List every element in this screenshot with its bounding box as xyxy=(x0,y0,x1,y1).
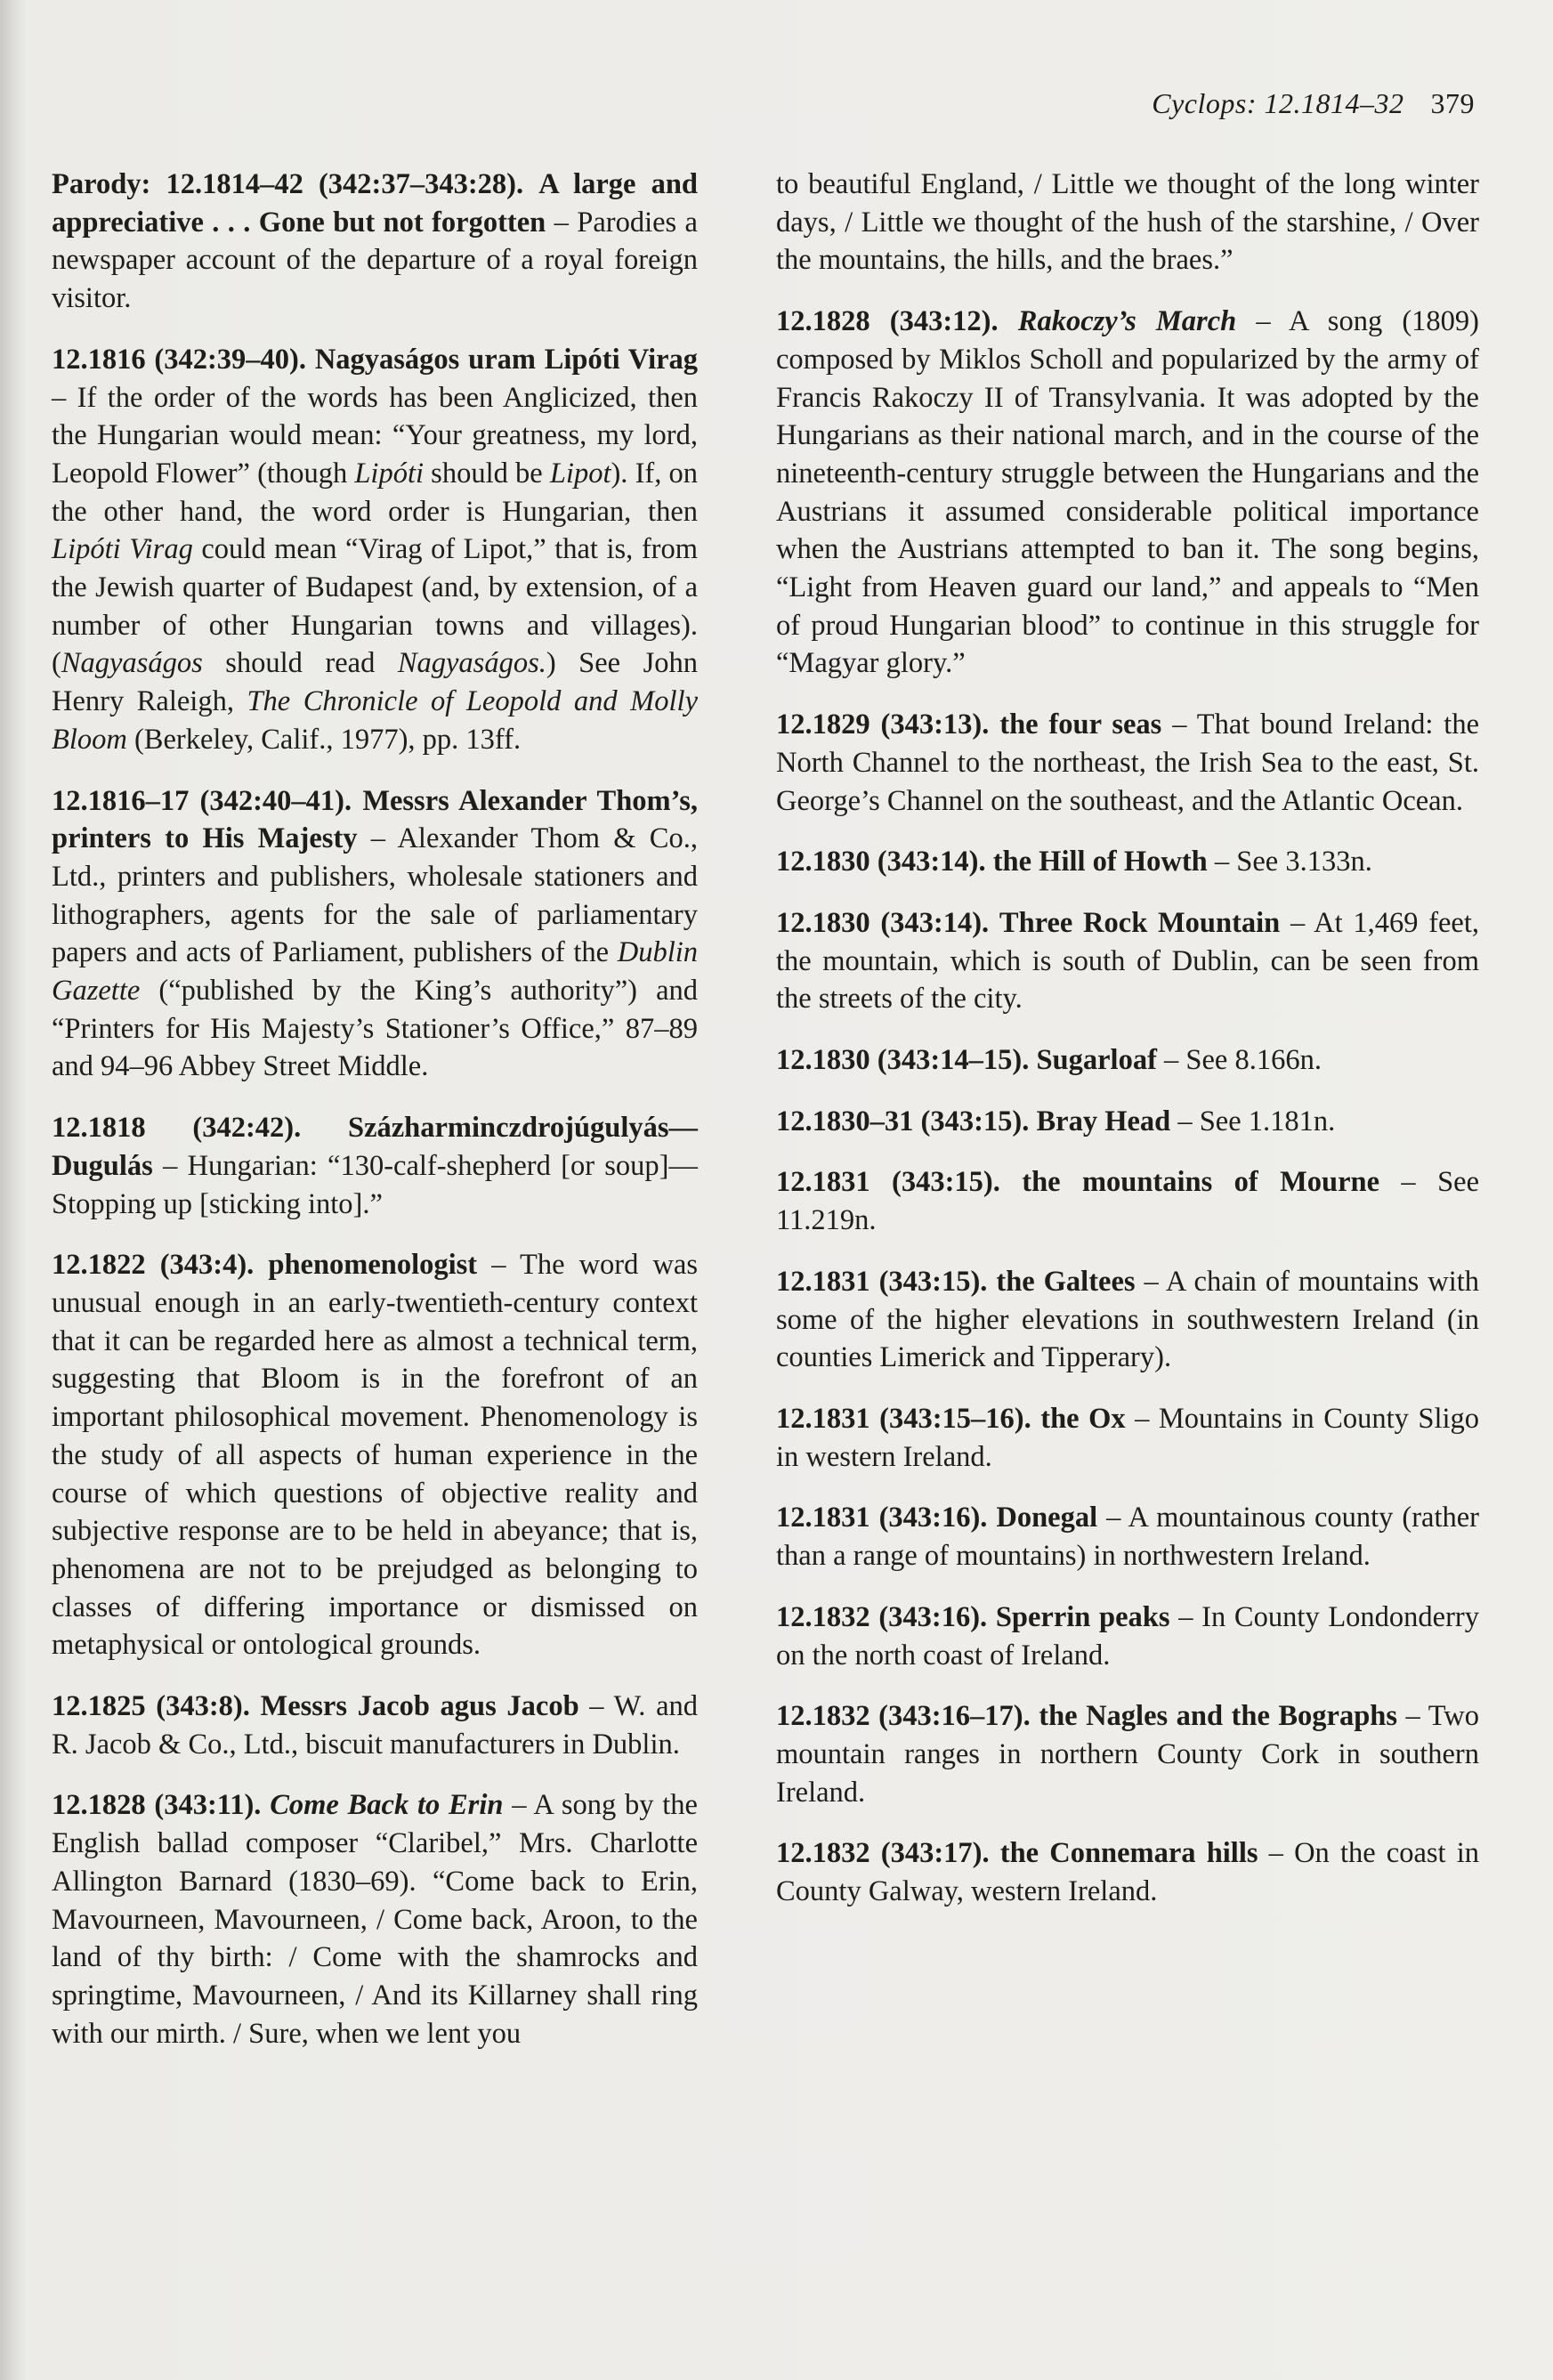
note-dash: – xyxy=(578,1690,614,1723)
note-entry xyxy=(52,341,698,759)
note-entry xyxy=(52,1688,698,1763)
note-text: ). If, on the other hand, the word order is Hungarian, then xyxy=(52,457,698,528)
note-text: See 11.219n. xyxy=(776,1166,1480,1237)
note-text: Mountains in County Sligo in western Ireland. xyxy=(776,1402,1480,1473)
note-reference: 12.1818 (342:42). xyxy=(52,1112,302,1145)
note-lemma: A large and appreciative . . . Gone but not forgotten xyxy=(52,168,698,239)
note-entry xyxy=(776,1163,1479,1239)
note-entry xyxy=(776,706,1479,820)
note-lemma: Come Back to Erin xyxy=(270,1789,504,1822)
note-entry xyxy=(776,303,1479,683)
note-lemma: Messrs Alexander Thom’s, printers to His Majesty xyxy=(52,784,699,855)
note-text: In County Londonderry on the north coast of Ireland. xyxy=(776,1600,1479,1672)
note-entry xyxy=(776,1041,1479,1080)
note-italic-text: Dublin Gazette xyxy=(52,936,698,1008)
note-reference: 12.1828 (343:11). xyxy=(52,1789,262,1822)
note-lemma: Nagyaságos uram Lipóti Virag xyxy=(314,343,699,376)
note-lemma: phenomenologist xyxy=(268,1249,478,1282)
note-reference: 12.1822 (343:4). xyxy=(52,1249,255,1282)
note-lemma: Donegal xyxy=(996,1502,1098,1534)
note-reference: 12.1832 (343:16–17). xyxy=(776,1700,1031,1733)
note-italic-text: Nagyaságos. xyxy=(397,647,546,680)
note-dash: – xyxy=(1258,1837,1295,1870)
note-lemma: Three Rock Mountain xyxy=(999,906,1281,939)
note-dash: – xyxy=(1280,906,1314,939)
note-dash: – xyxy=(1207,846,1237,878)
note-reference: 12.1830 (343:14–15). xyxy=(776,1044,1030,1077)
note-text: A chain of mountains with some of the higher elevations in southwestern Ireland (in counties Limerick and Tipperary). xyxy=(776,1265,1480,1374)
note-lemma: the Galtees xyxy=(996,1265,1136,1298)
note-text: See 8.166n. xyxy=(1185,1044,1322,1077)
note-dash: – xyxy=(52,381,77,414)
note-entry xyxy=(776,1103,1479,1141)
note-reference: 12.1830 (343:14). xyxy=(776,846,986,878)
note-entry xyxy=(776,1400,1479,1476)
note-reference: 12.1829 (343:13). xyxy=(776,708,990,741)
note-entry xyxy=(52,1109,698,1223)
note-entry xyxy=(776,904,1479,1018)
note-text: ) See John Henry Raleigh, xyxy=(52,647,698,718)
note-text: The word was unusual enough in an early-twentieth-century context that it can be regarded here as almost a technical term, suggesting that Bloom is in the forefront of an important philosophical movement. Phenomenology is the study of all aspects of human experience in the course of which questions of objective reality and subjective response are to be held in abeyance; that is, phenomena are not to be prejudged as belonging to classes of differing importance or dismissed on metaphysical or ontological grounds. xyxy=(52,1249,698,1662)
note-dash: – xyxy=(1156,1044,1186,1077)
note-entry xyxy=(52,1246,698,1664)
running-head xyxy=(1152,87,1475,120)
note-entry xyxy=(52,782,698,1087)
note-reference: 12.1816 (342:39–40). xyxy=(52,343,307,376)
note-dash: – xyxy=(1161,708,1197,741)
running-head-title: Cyclops: 12.1814–32 xyxy=(1152,87,1404,119)
note-lemma: Bray Head xyxy=(1036,1105,1171,1137)
note-entry xyxy=(776,166,1479,279)
note-text: See 1.181n. xyxy=(1199,1105,1336,1137)
note-text: That bound Ireland: the North Channel to the northeast, the Irish Sea to the east, St. George’s Channel on the southeast, and the Atlantic Ocean. xyxy=(776,708,1479,817)
note-dash: – xyxy=(1097,1502,1128,1534)
note-lemma: the four seas xyxy=(999,708,1162,741)
note-text: See 3.133n. xyxy=(1236,846,1372,878)
note-lemma: the mountains of Mourne xyxy=(1022,1166,1380,1199)
note-italic-text: The Chronicle of Leopold and Molly Bloom xyxy=(52,685,698,756)
note-text: A mountainous county (rather than a range of mountains) in northwestern Ireland. xyxy=(776,1502,1479,1573)
note-dash: – xyxy=(477,1249,520,1282)
note-text: Parodies a newspaper account of the departure of a royal foreign visitor. xyxy=(52,206,698,315)
note-dash: – xyxy=(357,822,398,855)
note-dash: – xyxy=(546,206,578,239)
note-lemma: Százharminczdrojúgulyás—Dugulás xyxy=(52,1112,699,1182)
note-reference: 12.1825 (343:8). xyxy=(52,1690,250,1723)
note-text: to beautiful England, / Little we thought of the long winter days, / Little we thought of the hush of the starshine, / Over the mountains, the hills, and the braes.” xyxy=(776,168,1479,277)
note-dash: – xyxy=(503,1789,534,1822)
note-reference: 12.1831 (343:15–16). xyxy=(776,1402,1031,1435)
note-italic-text: Lipóti Virag xyxy=(52,533,193,566)
note-lemma: Sperrin peaks xyxy=(995,1600,1170,1633)
note-italic-text: Nagyaságos xyxy=(61,647,203,680)
note-text: should be xyxy=(424,457,550,490)
note-reference: 12.1831 (343:15). xyxy=(776,1265,988,1298)
note-entry xyxy=(776,1263,1479,1377)
note-text: At 1,469 feet, the mountain, which is south of Dublin, can be seen from the streets of the city. xyxy=(776,906,1480,1016)
note-text: If the order of the words has been Anglicized, then the Hungarian would mean: “Your greatness, my lord, Leopold Flower” (though xyxy=(52,381,698,490)
note-italic-text: Lipóti xyxy=(354,457,425,490)
note-reference: 12.1816–17 (342:40–41). xyxy=(52,784,352,817)
note-text: (Berkeley, Calif., 1977), pp. 13ff. xyxy=(126,723,522,756)
note-entry xyxy=(776,1499,1479,1575)
note-text: Two mountain ranges in northern County Cork in southern Ireland. xyxy=(776,1700,1480,1809)
note-lemma: Messrs Jacob agus Jacob xyxy=(260,1690,579,1723)
note-entry xyxy=(52,1786,698,2052)
note-text: Hungarian: “130-calf-shepherd [or soup]—Stopping up [sticking into].” xyxy=(52,1149,698,1220)
note-lemma: the Ox xyxy=(1040,1402,1126,1435)
note-text: should read xyxy=(202,647,398,680)
note-dash: – xyxy=(1236,305,1289,338)
note-entry xyxy=(776,1697,1479,1811)
note-entry xyxy=(776,1834,1479,1910)
note-reference: 12.1832 (343:16). xyxy=(776,1600,988,1633)
note-reference: 12.1830–31 (343:15). xyxy=(776,1105,1030,1137)
note-text: (“published by the King’s authority”) and “Printers for His Majesty’s Stationer’s Office,” 87–89 and 94–96 Abbey Street Middle. xyxy=(52,975,698,1083)
note-reference: 12.1831 (343:16). xyxy=(776,1502,988,1534)
note-entry xyxy=(52,166,698,318)
note-reference: 12.1832 (343:17). xyxy=(776,1837,990,1870)
note-dash: – xyxy=(1125,1402,1159,1435)
note-entry xyxy=(776,1599,1479,1674)
page-number: 379 xyxy=(1430,87,1475,119)
note-entry xyxy=(776,843,1479,881)
note-reference: 12.1830 (343:14). xyxy=(776,906,990,939)
note-dash: – xyxy=(152,1149,188,1182)
note-text: A song (1809) composed by Miklos Scholl and popularized by the army of Francis Rakoczy II of Transylvania. It was adopted by the Hungarians as their national march, and in the course of the nineteenth-century struggle between the Hungarians and the Austrians it assumed considerable political importance when the Austrians attempted to ban it. The song begins, “Light from Heaven guard our land,” and appeals to “Men of proud Hungarian blood” to continue in this struggle for “Magyar glory.” xyxy=(776,305,1480,680)
note-text: On the coast in County Galway, western Ireland. xyxy=(776,1837,1480,1908)
note-lemma: Rakoczy’s March xyxy=(1017,305,1237,338)
note-dash: – xyxy=(1170,1105,1200,1137)
note-text: could mean “Virag of Lipot,” that is, from the Jewish quarter of Budapest (and, by extension, of a number of other Hungarian towns and villages). ( xyxy=(52,533,698,680)
note-dash: – xyxy=(1135,1265,1166,1298)
note-lemma: the Connemara hills xyxy=(999,1837,1258,1870)
note-text: A song by the English ballad composer “Claribel,” Mrs. Charlotte Allington Barnard (1830–69). “Come back to Erin, Mavourneen, Mavourneen, / Come back, Aroon, to the land of thy birth: / Come with the shamrocks and springtime, Mavourneen, / And its Killarney shall ring with our mirth. / Sure, when we lent you xyxy=(52,1789,698,2050)
note-dash: – xyxy=(1397,1700,1428,1733)
note-reference: 12.1828 (343:12). xyxy=(776,305,999,338)
note-dash: – xyxy=(1169,1600,1202,1633)
left-column xyxy=(52,166,698,2076)
note-lemma: Sugarloaf xyxy=(1036,1044,1157,1077)
note-dash: – xyxy=(1379,1166,1438,1199)
note-lemma: the Nagles and the Bographs xyxy=(1039,1700,1398,1733)
note-reference: Parody: 12.1814–42 (342:37–343:28). xyxy=(52,168,524,200)
note-italic-text: Lipot xyxy=(549,457,611,490)
note-reference: 12.1831 (343:15). xyxy=(776,1166,1000,1199)
note-lemma: the Hill of Howth xyxy=(992,846,1208,878)
right-column xyxy=(776,166,1479,1934)
note-text: Alexander Thom & Co., Ltd., printers and publishers, wholesale stationers and lithographers, agents for the sale of parliamentary papers and acts of Parliament, publishers of the xyxy=(52,822,698,969)
note-text: W. and R. Jacob & Co., Ltd., biscuit manufacturers in Dublin. xyxy=(52,1690,698,1761)
